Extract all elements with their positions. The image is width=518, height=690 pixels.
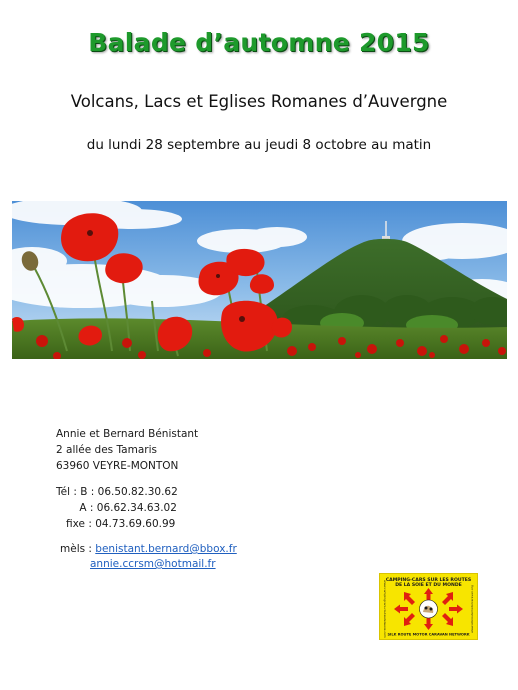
- contact-city: 63960 VEYRE-MONTON: [56, 460, 179, 472]
- email-label: mèls :: [60, 543, 96, 555]
- page-title: Balade d’automne 2015: [88, 28, 430, 57]
- logo-right-text: www.silkroutemotorcaravan.org: [470, 585, 474, 633]
- email-link-bernard[interactable]: benistant.bernard@bbox.fr: [95, 543, 237, 555]
- phone-line-bernard: Tél : B : 06.50.82.30.62: [56, 486, 178, 498]
- contact-names: Annie et Bernard Bénistant: [56, 428, 199, 440]
- event-dates: du lundi 28 septembre au jeudi 8 octobre au matin: [86, 137, 432, 153]
- email-list: [60, 542, 237, 572]
- page-subtitle: Volcans, Lacs et Eglises Romanes d’Auvergne: [70, 92, 448, 111]
- contact-address: [56, 426, 198, 474]
- logo-top-text-2: DE LA SOIE ET DU MONDE: [395, 583, 462, 588]
- logo-left-text: www.campingcars-routesdelasoie.com: [383, 580, 387, 638]
- logo-top-text-1: CAMPING-CARS SUR LES ROUTES: [385, 578, 472, 583]
- logo-bottom-text: SILK ROUTE MOTOR CARAVAN NETWORK: [387, 632, 470, 637]
- phone-line-annie: A : 06.62.34.63.02: [56, 502, 177, 514]
- phone-list: [56, 484, 178, 532]
- phone-line-fixe: fixe : 04.73.69.60.99: [56, 518, 176, 530]
- poppies-volcano-photo: [12, 201, 507, 359]
- contact-street: 2 allée des Tamaris: [56, 444, 157, 456]
- email-link-annie[interactable]: annie.ccrsm@hotmail.fr: [90, 558, 216, 570]
- silk-route-logo: [379, 573, 478, 640]
